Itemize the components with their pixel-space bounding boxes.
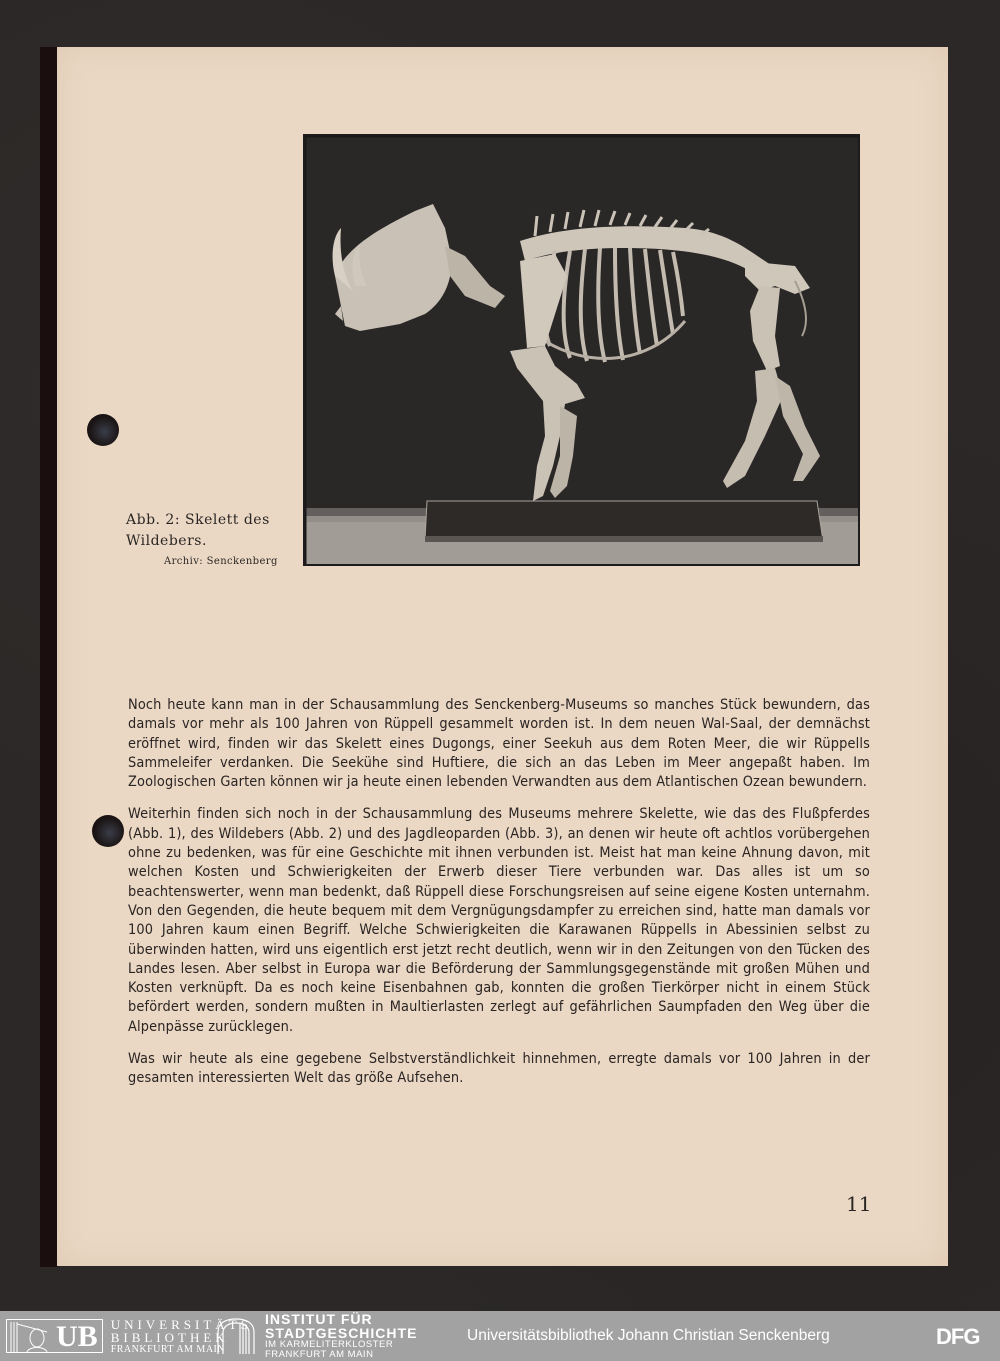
arch-icon <box>215 1318 257 1354</box>
ub-line-3: FRANKFURT AM MAIN <box>110 1343 226 1355</box>
portrait-icon <box>6 1319 52 1353</box>
page-number: 11 <box>846 1192 872 1216</box>
warthog-skeleton-illustration <box>305 136 860 566</box>
footer-library-name: Universitätsbibliothek Johann Christian Senckenberg <box>467 1327 830 1344</box>
paragraph: Was wir heute als eine gegebene Selbstverständlichkeit hinnehmen, erregte damals vor 100 Jahren in der gesamten interessierten Welt das größe Aufsehen. <box>128 1051 870 1087</box>
isg-line-4: FRANKFURT AM MAIN <box>265 1349 374 1360</box>
ub-letters: UB <box>52 1319 103 1353</box>
dfg-logo[interactable]: DFG <box>936 1324 980 1349</box>
ub-line-2: BIBLIOTHEK <box>110 1329 229 1345</box>
isg-logo-text <box>265 1312 417 1360</box>
paragraph: Noch heute kann man in der Schausammlung des Senckenberg-Museums so manches Stück bewundern, das damals vor mehr als 100 Jahren von Rüppell gesammelt worden ist. In dem neuen Wal-Saal, der demnächst eröffnet wird, finden wir das Skelett eines Dugongs, einer Seekuh aus dem Roten Meer, die wir Rüppells Sammeleifer verdanken. Die Seekühe sind Huftiere, die sich an das Leben im Meer angepaßt haben. Im Zoologischen Garten können wir ja heute einen lebenden Verwandten aus dem Atlantischen Ozean bewundern. <box>128 697 870 791</box>
footer-bar <box>0 1311 1000 1361</box>
caption-label: Abb. 2: Skelett des Wildebers. <box>126 512 270 549</box>
photo-credit: Archiv: Senckenberg <box>164 556 278 567</box>
page-edge-shadow <box>40 47 58 1267</box>
skeleton-photo <box>303 134 860 566</box>
isg-frankfurt-logo[interactable] <box>215 1311 418 1360</box>
ub-line-1: UNIVERSITÄTS <box>110 1316 252 1332</box>
punch-hole <box>92 815 124 847</box>
isg-line-1: INSTITUT FÜR <box>265 1311 373 1327</box>
isg-line-3: IM KARMELITERKLOSTER <box>265 1339 394 1350</box>
paragraph: Weiterhin finden sich noch in der Schausammlung des Museums mehrere Skelette, wie das des Flußpferdes (Abb. 1), des Wildebers (Abb. 2) und des Jagdleoparden (Abb. 3), an denen wir heute oft achtlos vorübergehen ohne zu bedenken, was für eine Geschichte mit ihnen verbunden ist. Meist hat man keine Ahnung davon, mit welchen Kosten und Schwierigkeiten der Erwerb dieser Tiere verbunden war. Das alles ist um so beachtenswerter, wenn man bedenkt, daß Rüppell diese Forschungsreisen auf seine eigene Kosten unternahm. Von den Gegenden, die heute bequem mit dem Vergnügungsdampfer zu erreichen sind, hatte man damals vor 100 Jahren kaum einen Begriff. Welche Schwierigkeiten die Karawanen Rüppells in Abessinien selbst zu überwinden hatten, wird uns eigentlich erst jetzt recht deutlich, wenn wir in den Zeitungen von den Tücken des Landes lesen. Aber selbst in Europa war die Beförderung der Sammlungsgegenstände mit großen Mühen und Kosten verknüpft. Da es noch keine Eisenbahnen gab, konnten die großen Tierkörper nicht in einem Stück befördert werden, sondern mußten in Maultierlasten zerlegt auf gefährlichen Saumpfaden den Weg über die Alpenpässe zurücklegen. <box>128 806 870 1035</box>
isg-line-2: STADTGESCHICHTE <box>265 1325 418 1341</box>
figure-caption <box>126 510 286 569</box>
punch-hole <box>87 414 119 446</box>
article-body <box>128 696 870 1102</box>
